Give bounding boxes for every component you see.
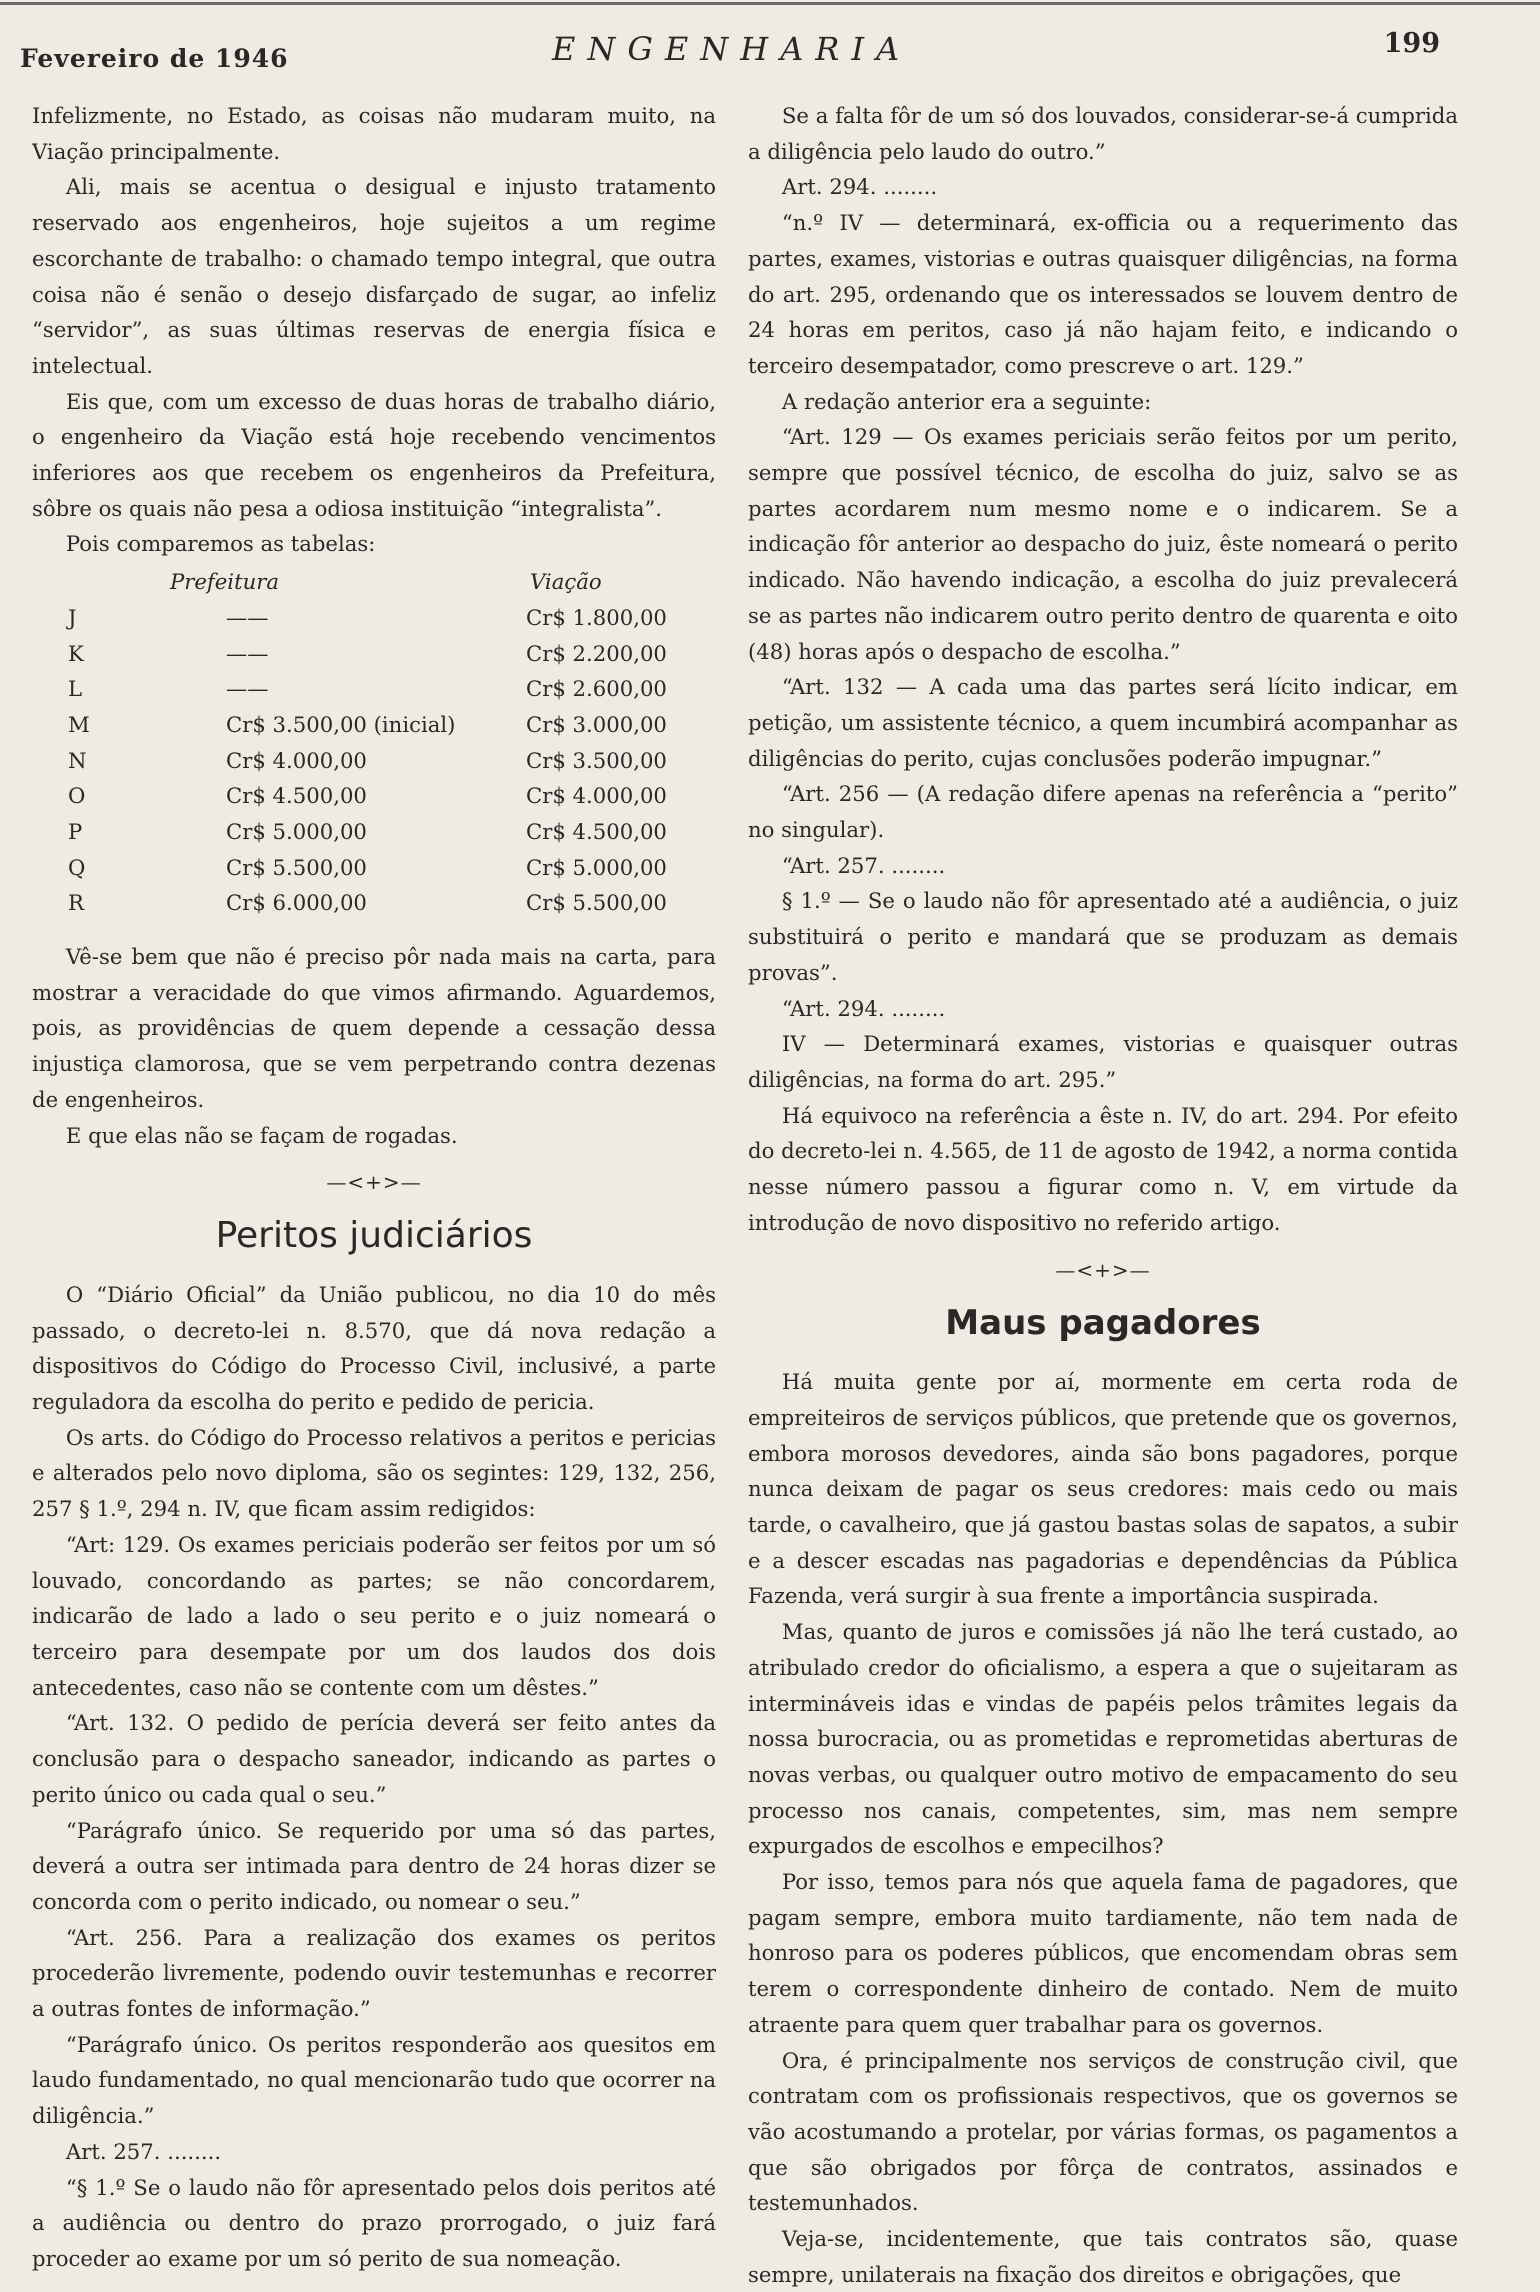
paragraph: Art. 294. ........ — [781, 174, 938, 200]
paragraph: Veja-se, incidentemente, que tais contratos são, quase sempre, unilaterais na fixação dos direitos e obrigações, que — [748, 2226, 1458, 2287]
table-row — [32, 600, 716, 636]
paragraph: “Art. 256 — (A redação difere apenas na referência a “perito” no singular). — [748, 781, 1458, 843]
paragraph: E que elas não se façam de rogadas. — [65, 1122, 458, 1148]
paragraph: Por isso, temos para nós que aquela fama de pagadores, que pagam sempre, embora muito tardiamente, não tem nada de honroso para os poderes públicos, que encomendam obras sem terem o correspondente dinheiro de contado. Nem de muito atraente para quem quer trabalhar para os governos. — [748, 1869, 1458, 2037]
paragraph: Se a falta fôr de um só dos louvados, considerar-se-á cumprida a diligência pelo laudo do outro.” — [748, 103, 1458, 164]
paragraph: Ora, é principalmente nos serviços de construção civil, que contratam com os profissionais respectivos, que os governos se vão acostumando a protelar, por várias formas, os pagamentos a que são obrigados por fôrça de contratos, assinados e testemunhados. — [748, 2047, 1458, 2216]
issue-date: Fevereiro de 1946 — [20, 44, 289, 73]
grade-letter: O — [68, 783, 86, 809]
prefeitura-value: Cr$ 3.500,00 (inicial) — [226, 711, 456, 737]
paragraph: “n.º IV — determinará, ex-officia ou a requerimento das partes, exames, vistorias e outras quaisquer diligências, na forma do art. 295, ordenando que os interessados se louvem dentro de 24 horas em peritos, caso já não hajam feito, e indicando o terceiro desempatador, como prescreve o art. 129.” — [748, 210, 1458, 378]
paragraph: “Parágrafo único. Os peritos responderão aos quesitos em laudo fundamentado, no qual mencionarão tudo que ocorrer na diligência.” — [32, 2031, 716, 2129]
viacao-value: Cr$ 1.800,00 — [526, 604, 667, 630]
paragraph: Art. 257. ........ — [65, 2138, 222, 2164]
viacao-value: Cr$ 5.500,00 — [526, 890, 667, 916]
prefeitura-value: Cr$ 4.500,00 — [226, 783, 367, 809]
paragraph: “Art: 129. Os exames periciais poderão ser feitos por um só louvado, concordando as partes; se não concordarem, indicarão de lado a lado o seu perito e o juiz nomeará o terceiro para desempate por um dos laudos dos dois antecedentes, caso não se contente com um dêstes.” — [32, 1531, 716, 1700]
table-row — [32, 743, 716, 779]
table-header-row — [32, 564, 716, 600]
section-divider: —<+>— — [1055, 1257, 1151, 1282]
paragraph: A redação anterior era a seguinte: — [781, 388, 1152, 414]
viacao-value: Cr$ 3.500,00 — [526, 747, 667, 773]
paragraph: “Parágrafo único. Se requerido por uma só das partes, deverá a outra ser intimada para dentro de 24 horas dizer se concorda com o perito indicado, ou nomear o seu.” — [32, 1817, 716, 1914]
column-header-viacao: Viação — [530, 569, 602, 595]
prefeitura-value: —— — [226, 676, 269, 702]
paragraph: Vê-se bem que não é preciso pôr nada mais na carta, para mostrar a veracidade do que vimos afirmando. Aguardemos, pois, as providências de quem depende a cessação dessa injustiça clamorosa, que se vem perpetrando contra dezenas de engenheiros. — [32, 944, 716, 1112]
section-divider: —<+>— — [326, 1170, 422, 1195]
grade-letter: M — [68, 711, 90, 737]
viacao-value: Cr$ 2.200,00 — [526, 640, 667, 666]
grade-letter: Q — [68, 854, 86, 880]
top-rule — [0, 2, 1540, 5]
table-row — [32, 707, 716, 743]
page-number: 199 — [1383, 28, 1440, 59]
paragraph: Eis que, com um excesso de duas horas de trabalho diário, o engenheiro da Viação está hoje recebendo vencimentos inferiores aos que recebem os engenheiros da Prefeitura, sôbre os quais não pesa a odiosa instituição “integralista”. — [32, 388, 716, 521]
table-row — [32, 850, 716, 886]
grade-letter: K — [68, 640, 84, 666]
prefeitura-value: Cr$ 6.000,00 — [226, 890, 367, 916]
table-row — [32, 885, 716, 921]
grade-letter: L — [68, 676, 83, 702]
paragraph: Mas, quanto de juros e comissões já não lhe terá custado, ao atribulado credor do oficialismo, a espera a que o sujeitaram as intermináveis idas e vindas de papéis pelos trâmites legais da nossa burocracia, ou as prometidas e reprometidas aberturas de novas verbas, ou qualquer outro motivo de empacamento do seu processo nos canais, competentes, sim, mas nem sempre expurgados de escolhos e empecilhos? — [748, 1619, 1458, 1859]
paragraph: IV — Determinará exames, vistorias e quaisquer outras diligências, na forma do art. 295.” — [748, 1031, 1458, 1092]
table-row — [32, 814, 716, 850]
paragraph: Há equivoco na referência a êste n. IV, do art. 294. Por efeito do decreto-lei n. 4.565, de 11 de agosto de 1942, a norma contida nesse número passou a figurar como n. V, em virtude da introdução de novo dispositivo no referido artigo. — [748, 1102, 1458, 1235]
viacao-value: Cr$ 5.000,00 — [526, 854, 667, 880]
paragraph: “§ 1.º Se o laudo não fôr apresentado pelos dois peritos até a audiência ou dentro do prazo prorrogado, o juiz fará proceder ao exame por um só perito de sua nomeação. — [32, 2174, 716, 2271]
paragraph: Os arts. do Código do Processo relativos a peritos e pericias e alterados pelo novo diploma, são os segintes: 129, 132, 256, 257 § 1.º, 294 n. IV, que ficam assim redigidos: — [32, 1424, 716, 1522]
paragraph: Pois comparemos as tabelas: — [65, 531, 376, 557]
prefeitura-value: Cr$ 5.500,00 — [226, 854, 367, 880]
paragraph: “Art. 129 — Os exames periciais serão feitos por um perito, sempre que possível técnico, de escolha do juiz, salvo se as partes acordarem num mesmo nome e o indicarem. Se a indicação fôr anterior ao despacho do juiz, êste nomeará o perito indicado. Não havendo indicação, a escolha do juiz prevalecerá se as partes não indicarem outro perito dentro de quarenta e oito (48) horas após o despacho de escolha.” — [748, 424, 1458, 664]
grade-letter: N — [68, 747, 87, 773]
left-column — [32, 98, 716, 2277]
viacao-value: Cr$ 4.500,00 — [526, 818, 667, 844]
grade-letter: R — [68, 890, 84, 916]
table-row — [32, 636, 716, 672]
paragraph: “Art. 257. ........ — [781, 852, 946, 878]
salary-table — [32, 564, 716, 921]
grade-letter: J — [68, 604, 77, 630]
paragraph: Infelizmente, no Estado, as coisas não mudaram muito, na Viação principalmente. — [32, 103, 716, 164]
viacao-value: Cr$ 4.000,00 — [526, 783, 667, 809]
prefeitura-value: Cr$ 4.000,00 — [226, 747, 367, 773]
paragraph: “Art. 132 — A cada uma das partes será lícito indicar, em petição, um assistente técnico, a quem incumbirá acompanhar as diligências do perito, cujas conclusões poderão impugnar.” — [748, 674, 1458, 771]
paragraph: “Art. 132. O pedido de perícia deverá ser feito antes da conclusão para o despacho saneador, indicando as partes o perito único ou cada qual o seu.” — [32, 1710, 716, 1807]
paragraph: Há muita gente por aí, mormente em certa roda de empreiteiros de serviços públicos, que pretende que os governos, embora morosos devedores, ainda são bons pagadores, porque nunca deixam de pagar os seus credores: mais cedo ou mais tarde, o cavalheiro, que já gastou bastas solas de sapatos, a subir e a descer escadas nas pagadorias e dependências da Pública Fazenda, verá surgir à sua frente a importância suspirada. — [748, 1369, 1458, 1609]
page-header — [0, 26, 1540, 86]
paragraph: “Art. 294. ........ — [781, 995, 946, 1021]
grade-letter: P — [68, 818, 83, 844]
paragraph: § 1.º — Se o laudo não fôr apresentado até a audiência, o juiz substituirá o perito e mandará que se produzam as demais provas”. — [748, 888, 1458, 985]
viacao-value: Cr$ 3.000,00 — [526, 711, 667, 737]
journal-title: ENGENHARIA — [552, 30, 912, 68]
section-title-peritos: Peritos judiciários — [215, 1214, 533, 1256]
section-title-maus-pagadores: Maus pagadores — [945, 1303, 1261, 1344]
table-row — [32, 671, 716, 707]
prefeitura-value: Cr$ 5.000,00 — [226, 818, 367, 844]
right-column — [748, 98, 1458, 2292]
prefeitura-value: —— — [226, 604, 269, 630]
paragraph: Ali, mais se acentua o desigual e injusto tratamento reservado aos engenheiros, hoje sujeitos a um regime escorchante de trabalho: o chamado tempo integral, que outra coisa não é senão o desejo disfarçado de sugar, ao infeliz “servidor”, as suas últimas reservas de energia física e intelectual. — [32, 174, 716, 378]
table-row — [32, 778, 716, 814]
column-header-prefeitura: Prefeitura — [170, 569, 279, 595]
paragraph: “Art. 256. Para a realização dos exames os peritos procederão livremente, podendo ouvir testemunhas e recorrer a outras fontes de informação.” — [32, 1924, 716, 2022]
paragraph: O “Diário Oficial” da União publicou, no dia 10 do mês passado, o decreto-lei n. 8.570, que dá nova redação a dispositivos do Código do Processo Civil, inclusivé, a parte reguladora da escolha do perito e pedido de pericia. — [32, 1281, 716, 1415]
prefeitura-value: —— — [226, 640, 269, 666]
viacao-value: Cr$ 2.600,00 — [526, 676, 667, 702]
